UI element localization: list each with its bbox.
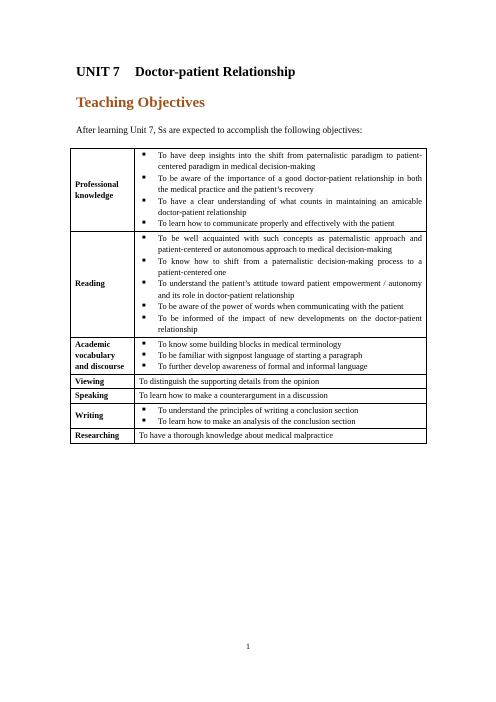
table-row [71, 389, 427, 403]
bullet-icon: ■ [142, 257, 146, 264]
bullet-icon: ■ [142, 152, 146, 158]
objective-text: To be well acquainted with such concepts as paternalistic approach and patient-centered or autonomous approach to medical decision-making [158, 233, 422, 255]
bullet-icon: ■ [142, 363, 146, 370]
list-item [139, 339, 422, 350]
table-row [71, 374, 427, 388]
objective-text: To understand the principles of writing a conclusion section [158, 405, 359, 415]
list-item [139, 350, 422, 361]
list-item [139, 278, 422, 301]
row-content: To distinguish the supporting details from the opinion [135, 374, 427, 388]
bullet-icon: ■ [142, 417, 146, 424]
bullet-icon: ■ [142, 220, 146, 227]
list-item [139, 361, 422, 372]
unit-number: UNIT 7 [76, 64, 120, 79]
bullet-icon: ■ [142, 303, 146, 310]
list-item [139, 256, 422, 279]
row-content [135, 149, 427, 232]
row-content: To learn how to make a counterargument in a discussion [135, 389, 427, 403]
list-item [139, 150, 422, 173]
list-item [139, 173, 422, 196]
row-content [135, 403, 427, 429]
objective-text: To be aware of the importance of a good doctor-patient relationship in both the medical practice and the patient’s recovery [158, 173, 422, 195]
objective-text: To understand the patient’s attitude toward patient empowerment / autonomy and its role in doctor-patient relationship [158, 279, 422, 300]
row-category: Academic vocabulary and discourse [71, 337, 135, 374]
page-number: 1 [246, 642, 250, 651]
row-category: Writing [71, 403, 135, 429]
unit-name: Doctor-patient Relationship [135, 64, 296, 79]
table-row [71, 231, 427, 337]
objective-list [139, 339, 422, 373]
row-category: Professional knowledge [71, 149, 135, 232]
bullet-icon: ■ [142, 340, 146, 347]
objective-text: To have a clear understanding of what counts in maintaining an amicable doctor-patient relationship [158, 196, 422, 218]
row-category: Viewing [71, 374, 135, 388]
unit-title [76, 64, 295, 80]
table-row [71, 429, 427, 443]
row-category: Speaking [71, 389, 135, 403]
objective-text: To know some building blocks in medical terminology [158, 339, 342, 349]
objective-text: To be familiar with signpost language of starting a paragraph [158, 350, 363, 360]
list-item [139, 416, 422, 427]
objective-list [139, 150, 422, 230]
bullet-icon: ■ [142, 280, 146, 287]
objective-text: To be aware of the power of words when communicating with the patient [158, 302, 404, 312]
objective-text: To further develop awareness of formal and informal language [158, 362, 368, 372]
row-content [135, 337, 427, 374]
row-category: Researching [71, 429, 135, 443]
objective-text: To be informed of the impact of new developments on the doctor-patient relationship [158, 313, 422, 335]
bullet-icon: ■ [142, 197, 146, 204]
objective-text: To have deep insights into the shift from paternalistic paradigm to patient-centered paradigm in medical decision-making [158, 151, 422, 172]
row-content [135, 231, 427, 337]
list-item [139, 196, 422, 219]
objective-text: To learn how to communicate properly and effectively with the patient [158, 219, 395, 229]
objective-text: To learn how to make an analysis of the conclusion section [158, 416, 356, 426]
objective-text: To know how to shift from a paternalistic decision-making process to a patient-centered one [158, 256, 422, 278]
objectives-table [70, 148, 427, 444]
row-category: Reading [71, 231, 135, 337]
bullet-icon: ■ [142, 174, 146, 181]
table-row [71, 337, 427, 374]
table-row [71, 149, 427, 232]
intro-text: After learning Unit 7, Ss are expected to accomplish the following objectives: [76, 125, 363, 135]
table-row [71, 403, 427, 429]
list-item [139, 218, 422, 229]
objective-list [139, 405, 422, 428]
bullet-icon: ■ [142, 234, 146, 241]
objective-list [139, 233, 422, 336]
list-item [139, 301, 422, 312]
list-item [139, 233, 422, 256]
row-content: To have a thorough knowledge about medical malpractice [135, 429, 427, 443]
section-heading: Teaching Objectives [76, 95, 206, 111]
list-item [139, 405, 422, 416]
bullet-icon: ■ [142, 406, 146, 413]
bullet-icon: ■ [142, 351, 146, 358]
bullet-icon: ■ [142, 314, 146, 321]
list-item [139, 313, 422, 336]
